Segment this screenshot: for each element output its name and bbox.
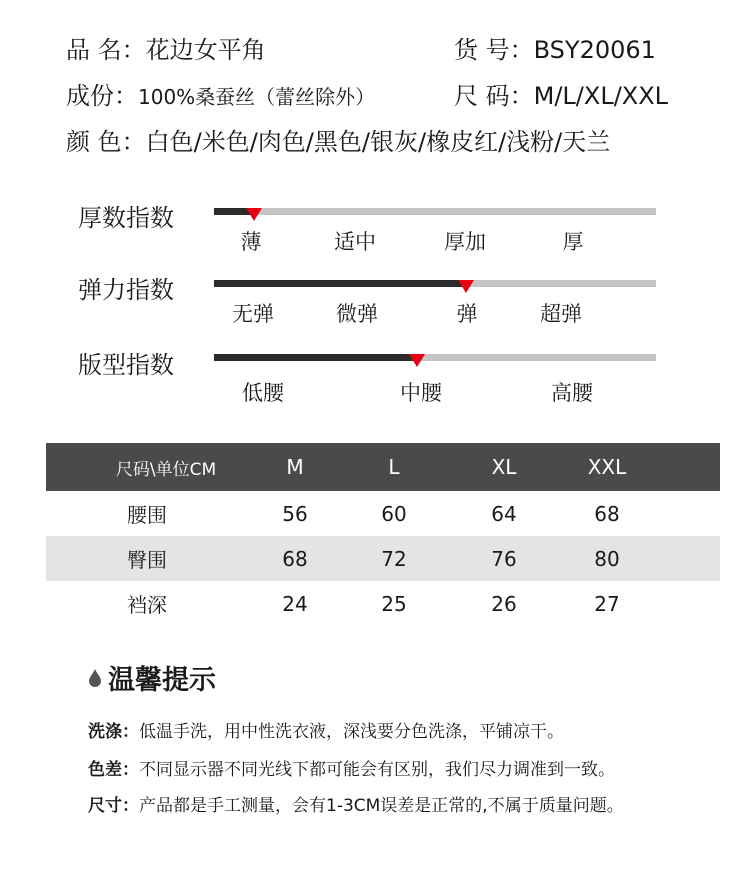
tip-key: 尺寸： (88, 796, 139, 816)
tip-size (88, 791, 624, 816)
thickness-option: 薄 (240, 230, 262, 254)
tip-text: 产品都是手工测量，会有1-3CM误差是正常的,不属于质量问题。 (139, 796, 624, 816)
header-cell: 尺码\单位CM (115, 459, 217, 480)
header-cell: L (388, 455, 400, 479)
fit-marker (409, 354, 425, 367)
elasticity-option: 弹 (456, 302, 478, 326)
table-row (46, 581, 720, 626)
elasticity-option: 超弹 (540, 302, 582, 326)
table-row (46, 536, 720, 581)
table-cell: 裆深 (127, 593, 167, 617)
table-cell: 25 (381, 591, 407, 616)
table-cell: 27 (594, 591, 620, 616)
elasticity-index-label: 弹力指数 (78, 276, 174, 304)
product-name-label: 品 名： (66, 36, 146, 64)
header-cell: XXL (587, 455, 627, 479)
table-cell: 72 (381, 546, 407, 571)
tips-title (88, 658, 216, 697)
sku-value: BSY20061 (533, 36, 656, 64)
tip-color-diff (88, 755, 615, 780)
color-label: 颜 色： (66, 128, 146, 156)
elasticity-option: 微弹 (336, 302, 378, 326)
thickness-option: 适中 (334, 230, 376, 254)
table-cell: 26 (491, 591, 517, 616)
thickness-option: 厚加 (444, 230, 486, 254)
color-value: 白色/米色/肉色/黑色/银灰/橡皮红/浅粉/天兰 (145, 128, 611, 156)
table-cell: 56 (282, 501, 308, 526)
table-cell: 24 (282, 591, 308, 616)
size-value: M/L/XL/XXL (533, 82, 669, 110)
tip-washing (88, 717, 564, 742)
table-cell: 腰围 (127, 503, 167, 527)
table-cell: 64 (491, 501, 517, 526)
tip-text: 不同显示器不同光线下都可能会有区别，我们尽力调准到一致。 (139, 760, 615, 780)
tips-title-text: 温馨提示 (108, 665, 216, 696)
elasticity-option: 无弹 (232, 302, 274, 326)
color-line (66, 122, 610, 157)
tip-text: 低温手洗，用中性洗衣液，深浅要分色洗涤，平铺凉干。 (139, 722, 564, 742)
fit-index-label: 版型指数 (78, 351, 174, 379)
material-line (66, 76, 375, 111)
fit-track (214, 354, 656, 361)
drop-icon (88, 669, 102, 687)
table-cell: 60 (381, 501, 407, 526)
sku-line (454, 30, 656, 65)
table-cell: 80 (594, 546, 620, 571)
fit-fill (214, 354, 417, 361)
fit-option: 高腰 (551, 381, 593, 405)
product-name-value: 花边女平角 (145, 36, 266, 64)
fit-option: 中腰 (400, 381, 442, 405)
thickness-track (214, 208, 656, 215)
fit-option: 低腰 (242, 381, 284, 405)
tip-key: 洗涤： (88, 722, 139, 742)
sku-label: 货 号： (454, 36, 534, 64)
size-table-header (46, 443, 720, 491)
size-line (454, 76, 668, 111)
material-value: 100%桑蚕丝（蕾丝除外） (138, 85, 376, 109)
table-row (46, 491, 720, 536)
product-name-line (66, 30, 266, 65)
table-cell: 68 (282, 546, 308, 571)
thickness-index-label: 厚数指数 (78, 204, 174, 232)
table-cell: 76 (491, 546, 517, 571)
size-table (46, 443, 720, 626)
elasticity-fill (214, 280, 466, 287)
header-cell: M (286, 455, 304, 479)
elasticity-track (214, 280, 656, 287)
tip-key: 色差： (88, 760, 139, 780)
header-cell: XL (491, 455, 517, 479)
thickness-option: 厚 (562, 230, 584, 254)
material-label: 成份： (66, 82, 138, 110)
thickness-marker (246, 208, 262, 221)
table-cell: 臀围 (127, 548, 167, 572)
elasticity-marker (458, 280, 474, 293)
table-cell: 68 (594, 501, 620, 526)
size-label: 尺 码： (454, 82, 534, 110)
